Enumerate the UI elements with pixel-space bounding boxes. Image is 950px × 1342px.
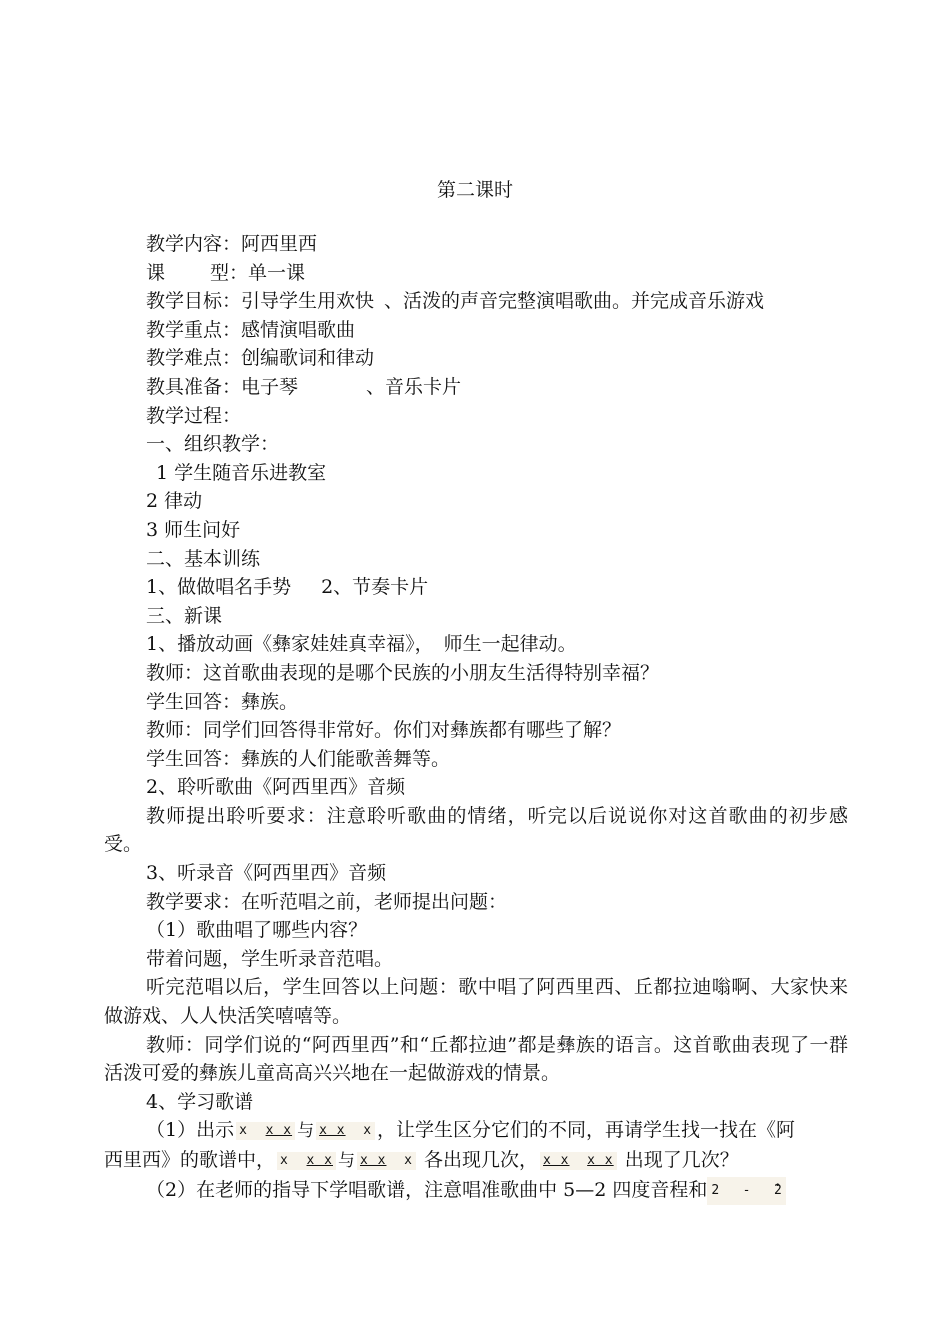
para-listen-requirement: 教师提出聆听要求：注意聆听歌曲的情绪，听完以后说说你对这首歌曲的初步感受。 [104,804,848,856]
line-listen-song: 2、聆听歌曲《阿西里西》音频 [146,776,406,799]
line-animation: 1、播放动画《彝家娃娃真幸福》， 师生一起律动。 [146,633,577,656]
line-training-items: 1、做做唱名手势 2、节奏卡片 [146,576,429,599]
line-enter-room: 1 学生随音乐进教室 [156,461,327,484]
line-rhythm-move: 2 律动 [146,490,203,513]
line-listen-with-question: 带着问题，学生听录音范唱。 [146,947,394,970]
rhythm-card-a: x x x [236,1122,295,1140]
line-process: 教学过程： [146,404,242,427]
line-sing-score: （2）在老师的指导下学唱歌谱，注意唱准歌曲中 5—2 四度音程和 2 - • 2 [104,1176,848,1206]
line-rhythm-show: （1）出示 x x x 与 x x x ，让学生区分它们的不同，再请学生找一找在《阿 [146,1119,796,1142]
line-teacher-q2: 教师：同学们回答得非常好。你们对彝族都有哪些了解？ [146,719,622,742]
interval-notation: 2 - • 2 [707,1177,785,1206]
rhythm-card-d: x x x [357,1152,416,1170]
line-rhythm-find: 西里西》的歌谱中， x x x 与 x x x 各出现几次， x x x x 出现了几次？ [104,1149,739,1171]
rhythm-card-e: x x x x [540,1152,617,1170]
line-tools: 教具准备：电子琴 、音乐卡片 [146,375,462,398]
line-student-a1: 学生回答：彝族。 [146,690,299,713]
para-teacher-explain: 教师：同学们说的“阿西里西”和“丘都拉迪”都是彝族的语言。这首歌曲表现了一群活泼可爱的彝族儿童高高兴兴地在一起做游戏的情景。 [104,1033,848,1085]
line-type: 课 型：单一课 [146,261,306,284]
line-greeting: 3 师生问好 [146,518,241,541]
line-student-a2: 学生回答：彝族的人们能歌善舞等。 [146,747,451,770]
page-title: 第二课时 [436,179,513,201]
rhythm-card-b: x x x [316,1122,375,1140]
line-teaching-requirement: 教学要求：在听范唱之前，老师提出问题： [146,890,508,913]
line-focus: 教学重点：感情演唱歌曲 [146,318,356,341]
line-teacher-q1: 教师：这首歌曲表现的是哪个民族的小朋友生活得特别幸福？ [146,661,660,684]
section-organize: 一、组织教学： [146,433,280,456]
line-question-1: （1）歌曲唱了哪些内容？ [146,919,368,942]
line-recording: 3、听录音《阿西里西》音频 [146,862,387,885]
line-goal: 教学目标：引导学生用欢快 、活泼的声音完整演唱歌曲。并完成音乐游戏 [146,290,765,313]
lesson-body [104,230,848,1205]
section-new-lesson: 三、新课 [146,604,223,627]
line-learn-score: 4、学习歌谱 [146,1090,254,1113]
section-basic-training: 二、基本训练 [146,547,261,570]
line-content: 教学内容：阿西里西 [146,233,318,255]
para-student-answer: 听完范唱以后，学生回答以上问题：歌中唱了阿西里西、丘都拉迪嗡啊、大家快来做游戏、人人快活笑嘻嘻等。 [104,976,848,1028]
rhythm-card-c: x x x [277,1152,336,1170]
line-difficulty: 教学难点：创编歌词和律动 [146,347,375,370]
